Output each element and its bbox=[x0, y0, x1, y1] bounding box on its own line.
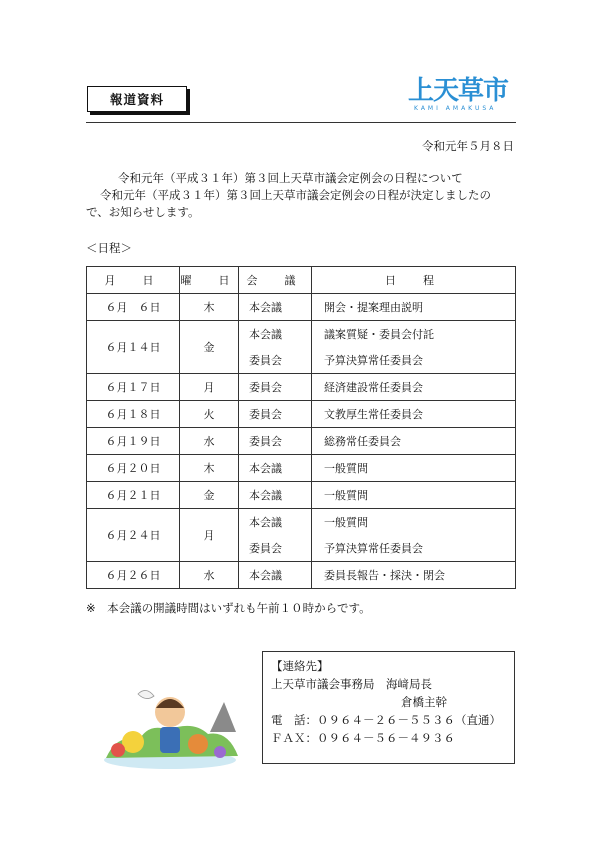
meeting-type: 本会議 bbox=[249, 301, 282, 314]
logo-subtext: KAMI AMAKUSA bbox=[414, 105, 497, 112]
document-title: 令和元年（平成３１年）第３回上天草市議会定例会の日程について bbox=[118, 171, 463, 185]
row-agenda bbox=[312, 401, 516, 428]
contact-office: 上天草市議会事務局 海﨑局長 bbox=[271, 677, 432, 691]
row-weekday: 月 bbox=[180, 509, 239, 562]
contact-phone: 電 話：０９６４－２６－５５３６（直通） bbox=[271, 713, 501, 727]
row-weekday: 火 bbox=[180, 401, 239, 428]
body-text-line-1: 令和元年（平成３１年）第３回上天草市議会定例会の日程が決定しましたの bbox=[100, 188, 491, 202]
row-date: ６月１４日 bbox=[87, 321, 180, 374]
row-agenda bbox=[312, 509, 516, 562]
schedule-heading: ＜日程＞ bbox=[86, 241, 132, 255]
row-meetings bbox=[239, 374, 312, 401]
header-divider bbox=[86, 122, 516, 123]
table-header-row bbox=[87, 267, 516, 294]
meeting-type: 委員会 bbox=[249, 354, 282, 367]
agenda-item: 開会・提案理由説明 bbox=[324, 301, 423, 314]
row-agenda bbox=[312, 294, 516, 321]
agenda-item: 一般質問 bbox=[324, 489, 368, 502]
row-weekday: 水 bbox=[180, 562, 239, 589]
agenda-item: 経済建設常任委員会 bbox=[324, 381, 423, 394]
meeting-type: 委員会 bbox=[249, 381, 282, 394]
table-row bbox=[87, 509, 516, 562]
header-date: 月 日 bbox=[87, 267, 180, 294]
meeting-type: 本会議 bbox=[249, 569, 282, 582]
header-meeting: 会 議 bbox=[239, 267, 312, 294]
agenda-item: 委員長報告・採決・閉会 bbox=[324, 569, 445, 582]
agenda-item: 一般質問 bbox=[324, 516, 368, 529]
schedule-table bbox=[86, 266, 516, 589]
row-agenda bbox=[312, 562, 516, 589]
agenda-item: 一般質問 bbox=[324, 462, 368, 475]
row-meetings bbox=[239, 562, 312, 589]
issue-date: 令和元年５月８日 bbox=[422, 139, 514, 153]
table-row bbox=[87, 294, 516, 321]
meeting-type: 本会議 bbox=[249, 516, 282, 529]
header-weekday: 曜 日 bbox=[180, 267, 239, 294]
logo-text: 上天草市 bbox=[408, 76, 509, 106]
row-weekday: 月 bbox=[180, 374, 239, 401]
row-weekday: 木 bbox=[180, 294, 239, 321]
row-date: ６月２１日 bbox=[87, 482, 180, 509]
row-date: ６月 ６日 bbox=[87, 294, 180, 321]
meeting-type: 委員会 bbox=[249, 435, 282, 448]
row-meetings bbox=[239, 455, 312, 482]
table-row bbox=[87, 374, 516, 401]
table-row bbox=[87, 482, 516, 509]
agenda-item: 予算決算常任委員会 bbox=[324, 354, 423, 367]
city-logo bbox=[408, 76, 518, 116]
row-meetings bbox=[239, 509, 312, 562]
header-agenda: 日 程 bbox=[312, 267, 516, 294]
table-row bbox=[87, 455, 516, 482]
contact-person: 倉橋主幹 bbox=[401, 695, 447, 709]
contact-fax: ＦＡＸ：０９６４－５６－４９３６ bbox=[271, 731, 455, 745]
body-text-line-2: で、お知らせします。 bbox=[86, 205, 200, 219]
contact-heading: 【連絡先】 bbox=[271, 659, 329, 673]
meeting-type: 本会議 bbox=[249, 462, 282, 475]
row-weekday: 金 bbox=[180, 321, 239, 374]
table-row bbox=[87, 428, 516, 455]
contact-box bbox=[262, 651, 515, 764]
row-date: ６月２６日 bbox=[87, 562, 180, 589]
agenda-item: 議案質疑・委員会付託 bbox=[324, 328, 434, 341]
press-release-label: 報道資料 bbox=[87, 86, 187, 112]
row-date: ６月１７日 bbox=[87, 374, 180, 401]
row-meetings bbox=[239, 428, 312, 455]
meeting-type: 委員会 bbox=[249, 542, 282, 555]
row-agenda bbox=[312, 455, 516, 482]
meeting-type: 本会議 bbox=[249, 328, 282, 341]
meeting-type: 委員会 bbox=[249, 408, 282, 421]
row-meetings bbox=[239, 294, 312, 321]
row-date: ６月２０日 bbox=[87, 455, 180, 482]
row-weekday: 金 bbox=[180, 482, 239, 509]
agenda-item: 予算決算常任委員会 bbox=[324, 542, 423, 555]
row-agenda bbox=[312, 428, 516, 455]
row-meetings bbox=[239, 482, 312, 509]
meeting-type: 本会議 bbox=[249, 489, 282, 502]
row-date: ６月２４日 bbox=[87, 509, 180, 562]
row-agenda bbox=[312, 321, 516, 374]
row-meetings bbox=[239, 401, 312, 428]
table-row bbox=[87, 401, 516, 428]
row-date: ６月１９日 bbox=[87, 428, 180, 455]
table-row bbox=[87, 562, 516, 589]
table-row bbox=[87, 321, 516, 374]
row-weekday: 水 bbox=[180, 428, 239, 455]
row-meetings bbox=[239, 321, 312, 374]
row-weekday: 木 bbox=[180, 455, 239, 482]
row-date: ６月１８日 bbox=[87, 401, 180, 428]
agenda-item: 文教厚生常任委員会 bbox=[324, 408, 423, 421]
meeting-time-note: ※ 本会議の開議時間はいずれも午前１０時からです。 bbox=[86, 601, 371, 615]
agenda-item: 総務常任委員会 bbox=[324, 435, 401, 448]
row-agenda bbox=[312, 374, 516, 401]
row-agenda bbox=[312, 482, 516, 509]
mascot-illustration bbox=[98, 672, 243, 772]
